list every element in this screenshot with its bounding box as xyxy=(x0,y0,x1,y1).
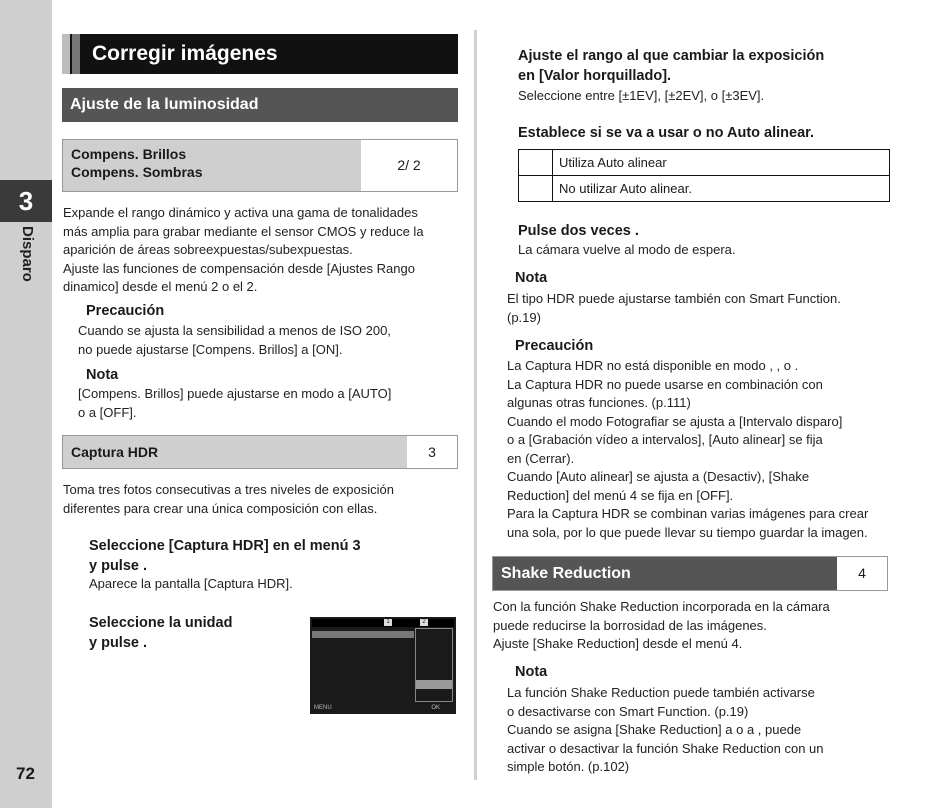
table-row xyxy=(519,150,890,176)
paragraph-dynamic-range xyxy=(63,204,463,297)
step-select-unit xyxy=(89,613,299,653)
note-heading: Nota xyxy=(86,367,119,383)
step-press-twice: Pulse dos veces . xyxy=(518,223,639,239)
text-line: puede reducirse la borrosidad de las imágenes. xyxy=(493,617,767,633)
text-line: no puede ajustarse [Compens. Brillos] a [ON]. xyxy=(78,341,343,357)
text-line: en (Cerrar). xyxy=(507,450,575,466)
text-line: Con la función Shake Reduction incorporada en la cámara xyxy=(493,599,830,614)
camera-tab-1: 1 xyxy=(384,619,392,626)
text-line: La función Shake Reduction puede también activarse xyxy=(507,685,815,700)
caution-text xyxy=(78,322,458,359)
text-line: La Captura HDR no está disponible en modo , , o . xyxy=(507,358,799,373)
text-line: Expande el rango dinámico y activa una gama de tonalidades xyxy=(63,205,418,220)
text-line: Ajuste el rango al que cambiar la exposición xyxy=(518,48,825,64)
title-accent xyxy=(62,34,70,74)
section-heading-luminosity: Ajuste de la luminosidad xyxy=(62,88,458,122)
column-divider xyxy=(474,30,477,780)
text-line: diferentes para crear una única composición con ellas. xyxy=(63,500,378,516)
paragraph-shake-reduction xyxy=(493,598,893,654)
text-line: Seleccione la unidad xyxy=(89,615,233,631)
text-line: o a [Grabación vídeo a intervalos], [Auto alinear] se fija xyxy=(507,432,823,447)
step-press-twice-desc: La cámara vuelve al modo de espera. xyxy=(518,242,736,257)
note-text xyxy=(507,290,897,327)
note-text xyxy=(78,385,458,422)
label-compens-brillos: Compens. Brillos xyxy=(71,146,187,162)
step-select-hdr-desc: Aparece la pantalla [Captura HDR]. xyxy=(89,576,293,591)
text-line: Seleccione [Captura HDR] en el menú 3 xyxy=(89,538,361,554)
table-row xyxy=(519,176,890,202)
note-heading: Nota xyxy=(515,270,548,286)
text-line: aparición de áreas sobreexpuestas/subexpuestas. xyxy=(63,242,353,257)
text-line: Cuando el modo Fotografiar se ajusta a [Intervalo disparo] xyxy=(507,413,843,429)
camera-screen-footer xyxy=(312,704,454,712)
text-line: y pulse . xyxy=(89,558,148,574)
text-line: La Captura HDR no puede usarse en combinación con xyxy=(507,376,823,392)
camera-option-highlight xyxy=(416,680,452,689)
page-title: Corregir imágenes xyxy=(92,42,278,65)
caution-heading: Precaución xyxy=(515,338,594,354)
shake-reduction-title: Shake Reduction xyxy=(493,557,837,590)
chapter-label: Disparo xyxy=(19,226,36,282)
text-line: algunas otras funciones. (p.111) xyxy=(507,395,691,410)
step-bracket-range-desc: Seleccione entre [±1EV], [±2EV], o [±3EV]. xyxy=(518,88,765,103)
step-select-hdr xyxy=(89,536,459,576)
paragraph-hdr xyxy=(63,481,463,518)
auto-align-options-table xyxy=(518,149,890,202)
camera-tab-2: 2 xyxy=(420,619,428,626)
label-compens-sombras: Compens. Sombras xyxy=(71,164,203,180)
caution-text xyxy=(507,357,902,542)
text-line: simple botón. (p.102) xyxy=(507,759,630,774)
text-line: (p.19) xyxy=(507,309,541,325)
text-line: dinamico] desde el menú 2 o el 2. xyxy=(63,279,258,294)
chapter-number: 3 xyxy=(0,180,52,222)
text-line: una sola, por lo que puede llevar su tiempo guardar la imagen. xyxy=(507,524,868,540)
option-icon-cell xyxy=(519,150,553,176)
text-line: Para la Captura HDR se combinan varias imágenes para crear xyxy=(507,506,869,521)
text-line: en [Valor horquillado]. xyxy=(518,68,672,84)
text-line: o desactivarse con Smart Function. (p.19) xyxy=(507,703,749,719)
step-bracket-range xyxy=(518,46,898,86)
camera-option-list xyxy=(415,628,453,702)
text-line: Ajuste las funciones de compensación desde [Ajustes Rango xyxy=(63,260,415,276)
section-heading-shake-reduction xyxy=(492,556,888,591)
settings-box-brightness xyxy=(62,139,458,192)
option-icon-cell xyxy=(519,176,553,202)
settings-box-labels xyxy=(63,140,361,191)
text-line: más amplia para grabar mediante el sensor CMOS y reduce la xyxy=(63,223,424,239)
text-line: Cuando se ajusta la sensibilidad a menos de ISO 200, xyxy=(78,323,391,338)
step-auto-align: Establece si se va a usar o no Auto alinear. xyxy=(518,125,815,141)
camera-selected-row xyxy=(312,631,414,638)
title-accent-inner xyxy=(72,34,80,74)
menu-ref: 2/ 2 xyxy=(361,140,457,191)
page-number: 72 xyxy=(16,764,35,783)
camera-ok-label: OK xyxy=(431,705,440,711)
hdr-title: Captura HDR xyxy=(63,436,407,468)
hdr-menu-ref: 3 xyxy=(407,436,457,468)
text-line: [Compens. Brillos] puede ajustarse en modo a [AUTO] xyxy=(78,386,392,401)
note-text xyxy=(507,684,897,777)
camera-menu-label: MENU xyxy=(314,705,332,711)
caution-heading: Precaución xyxy=(86,303,165,319)
camera-screen-tabs xyxy=(312,619,454,627)
chapter-tab xyxy=(0,0,52,808)
text-line: activar o desactivar la función Shake Reduction con un xyxy=(507,740,824,756)
text-line: y pulse . xyxy=(89,635,148,651)
text-line: Cuando [Auto alinear] se ajusta a (Desactiv), [Shake xyxy=(507,469,810,484)
text-line: o a [OFF]. xyxy=(78,404,137,420)
text-line: Ajuste [Shake Reduction] desde el menú 4. xyxy=(493,636,743,651)
shake-reduction-menu-ref: 4 xyxy=(837,557,887,590)
text-line: Toma tres fotos consecutivas a tres niveles de exposición xyxy=(63,482,394,497)
text-line: Cuando se asigna [Shake Reduction] a o a , puede xyxy=(507,722,802,737)
note-heading: Nota xyxy=(515,664,548,680)
option-label: No utilizar Auto alinear. xyxy=(553,176,890,202)
text-line: Reduction] del menú 4 se fija en [OFF]. xyxy=(507,487,734,503)
option-label: Utiliza Auto alinear xyxy=(553,150,890,176)
section-heading-hdr xyxy=(62,435,458,469)
text-line: El tipo HDR puede ajustarse también con Smart Function. xyxy=(507,291,841,306)
